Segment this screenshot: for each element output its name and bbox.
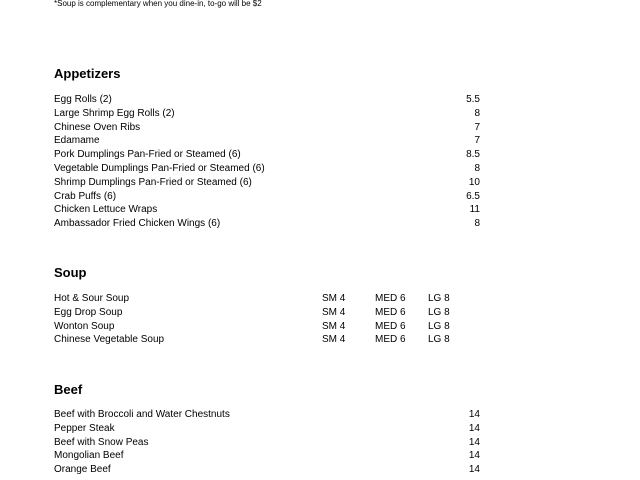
menu-item (54, 292, 480, 306)
menu-item (54, 176, 480, 190)
item-name: Beef with Snow Peas (54, 436, 149, 448)
item-price: 14 (468, 464, 480, 476)
menu-item (54, 320, 480, 334)
price-small: SM 4 (322, 306, 346, 318)
item-price: 14 (468, 436, 480, 448)
menu-item (54, 190, 480, 204)
item-name: Orange Beef (54, 464, 111, 476)
item-price: 14 (468, 450, 480, 462)
item-price: 14 (468, 409, 480, 420)
item-name: Mongolian Beef (54, 450, 124, 462)
item-name: Egg Rolls (2) (54, 94, 112, 105)
menu-item (54, 107, 480, 121)
item-name: Beef with Broccoli and Water Chestnuts (54, 409, 230, 420)
price-medium: MED 6 (375, 334, 406, 346)
item-price: 10 (468, 176, 480, 188)
price-small: SM 4 (322, 320, 346, 332)
appetizers-list (54, 93, 480, 231)
price-large: LG 8 (428, 306, 450, 318)
soup-list (54, 292, 480, 347)
item-name: Egg Drop Soup (54, 306, 123, 318)
menu-item (54, 134, 480, 148)
menu-item (54, 436, 480, 450)
item-price: 8.5 (466, 149, 480, 161)
item-name: Edamame (54, 135, 100, 147)
section-title-beef: Beef (54, 382, 83, 397)
menu-item (54, 449, 480, 463)
item-price: 11 (469, 204, 480, 216)
menu-item (54, 93, 480, 107)
item-name: Wonton Soup (54, 320, 115, 332)
item-price: 8 (474, 162, 480, 174)
item-price: 5.5 (466, 94, 480, 105)
menu-item (54, 217, 480, 231)
beef-list (54, 408, 480, 477)
item-name: Vegetable Dumplings Pan-Fried or Steamed (6) (54, 162, 265, 174)
menu-item (54, 422, 480, 436)
price-medium: MED 6 (375, 306, 406, 318)
price-large: LG 8 (428, 293, 450, 304)
menu-item (54, 148, 480, 162)
item-price: 6.5 (466, 190, 480, 202)
price-medium: MED 6 (375, 320, 406, 332)
menu-item (54, 463, 480, 477)
menu-item (54, 333, 480, 347)
item-name: Shrimp Dumplings Pan-Fried or Steamed (6) (54, 176, 252, 188)
section-title-soup: Soup (54, 265, 87, 280)
menu-item (54, 408, 480, 422)
price-medium: MED 6 (375, 293, 406, 304)
item-price: 8 (474, 107, 480, 119)
item-name: Ambassador Fried Chicken Wings (6) (54, 218, 221, 230)
menu-item (54, 121, 480, 135)
soup-note: *Soup is complementary when you dine-in, to-go will be $2 (54, 0, 262, 8)
price-large: LG 8 (428, 334, 450, 346)
item-name: Chinese Vegetable Soup (54, 334, 165, 346)
item-name: Pepper Steak (54, 422, 115, 434)
item-name: Large Shrimp Egg Rolls (2) (54, 107, 175, 119)
item-price: 7 (474, 121, 480, 133)
item-name: Crab Puffs (6) (54, 190, 117, 202)
menu-item (54, 306, 480, 320)
item-price: 14 (468, 422, 480, 434)
item-price: 7 (474, 135, 480, 147)
menu-item (54, 162, 480, 176)
price-small: SM 4 (322, 293, 346, 304)
menu-item (54, 203, 480, 217)
price-large: LG 8 (428, 320, 450, 332)
item-name: Chinese Oven Ribs (54, 121, 141, 133)
item-name: Chicken Lettuce Wraps (54, 204, 158, 216)
price-small: SM 4 (322, 334, 346, 346)
section-title-appetizers: Appetizers (54, 66, 121, 81)
item-name: Hot & Sour Soup (54, 293, 130, 304)
item-price: 8 (474, 218, 480, 230)
item-name: Pork Dumplings Pan-Fried or Steamed (6) (54, 149, 241, 161)
